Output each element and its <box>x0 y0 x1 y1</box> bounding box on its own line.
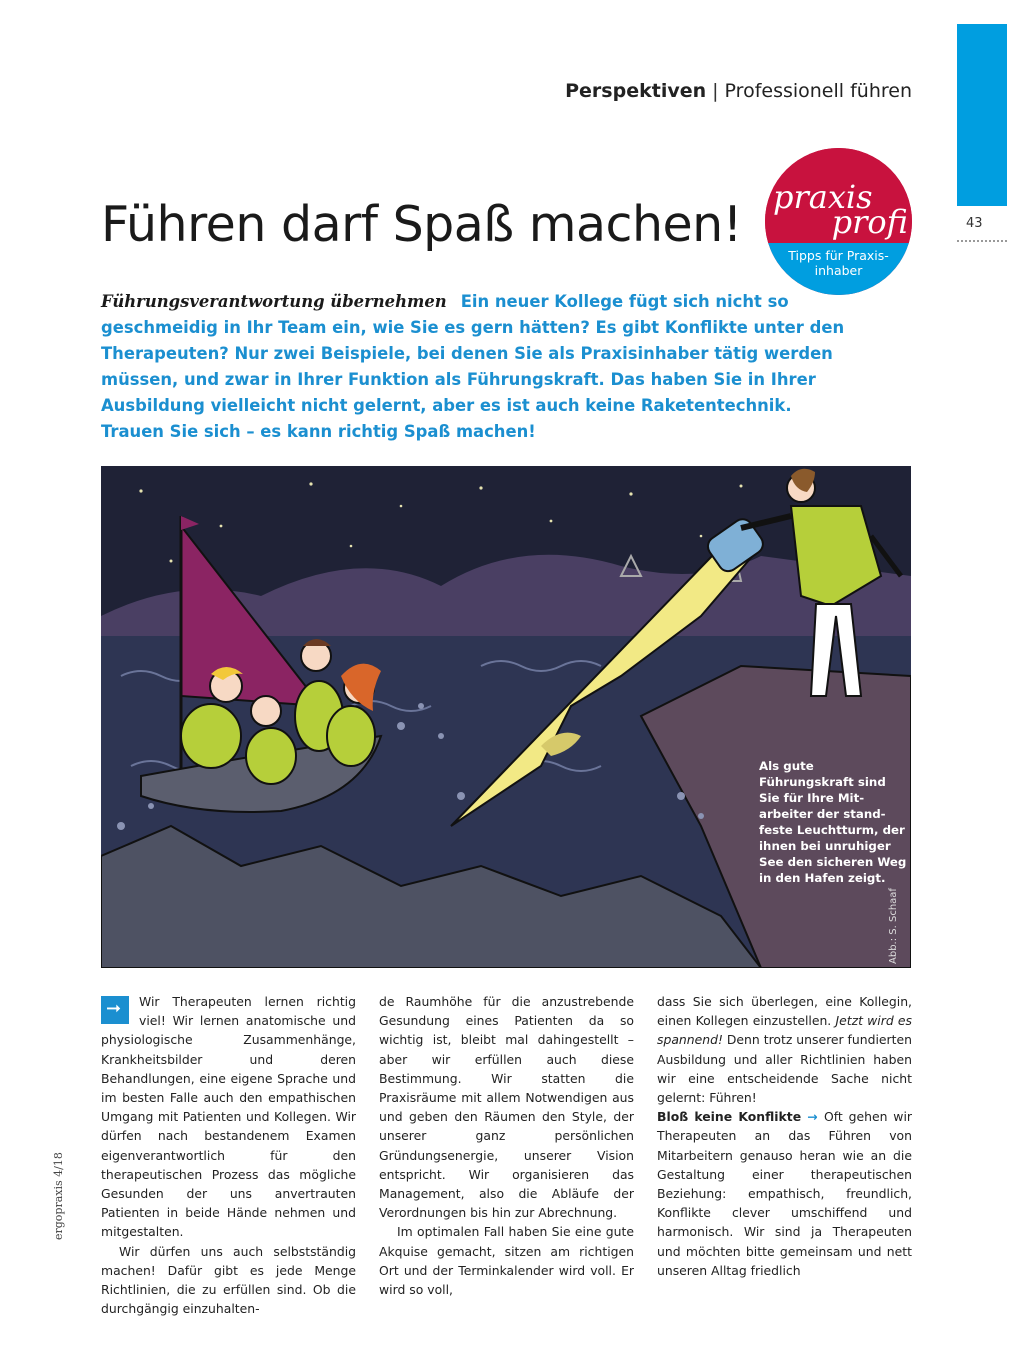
badge-word-profi: profi <box>831 203 908 241</box>
article-lede <box>101 289 851 445</box>
col3-paragraph-1 <box>657 992 912 1107</box>
arrow-right-icon: ➞ <box>106 998 122 1019</box>
article-title: Führen darf Spaß machen! <box>101 196 742 253</box>
col2-paragraph-1: de Raumhöhe für die anzustrebende Gesundung eines Patienten da so wichtig ist, bleibt mal dahingestellt – aber wir erfüllen auch diese Bestimmung. Wir statten die Praxisräume mit allem Notwendigen aus und geben den Räumen den Style, der unserer ganz persönlichen Gründungsenergie, unserer Vision entspricht. Wir organisieren das Management, also die Abläufe der Verordnungen bis hin zur Abrechnung. <box>379 994 634 1221</box>
col1-paragraph-1 <box>101 992 356 1242</box>
col3-emphasis: Jetzt wird es spannend! <box>657 1013 912 1048</box>
journal-issue: ergopraxis 4/18 <box>52 1152 65 1240</box>
lighthouse-illustration <box>101 466 911 968</box>
badge-tagline: Tipps für Praxis- inhaber <box>788 248 889 278</box>
body-column-2 <box>379 992 634 1299</box>
col3-paragraph-2 <box>657 1107 912 1280</box>
section-name: Perspektiven <box>565 80 707 102</box>
col1-paragraph-1-text: Wir Therapeuten lernen richtig viel! Wir lernen anatomische und physiologische Zusammenhänge, Krankheitsbilder und deren Behandlungen, eine eigene Sprache und im besten Falle auch den empathischen Umgang mit Patienten und Kollegen. Wir dürfen nach bestandenem Examen eigenverantwortlich für den therapeutischen Prozess das mögliche Gesunden der uns anvertrauten Patienten in beide Hände nehmen und mitgestalten. <box>101 994 356 1240</box>
body-column-3 <box>657 992 912 1280</box>
col3-p1-start: dass Sie sich überlegen, eine Kollegin, einen Kollegen einzustellen. <box>657 994 912 1029</box>
subheading-konflikte: Bloß keine Konflikte <box>657 1109 802 1125</box>
running-head-separator: | <box>712 80 719 102</box>
badge-word-praxis: praxis <box>773 178 873 216</box>
section-tab <box>957 24 1007 206</box>
lede-kicker: Führungsverantwortung übernehmen <box>101 292 447 311</box>
running-head <box>565 80 912 102</box>
col1-paragraph-2: Wir dürfen uns auch selbstständig machen! Dafür gibt es jede Menge Richtlinien, die zu erfüllen sind. Ob die durchgängig einzuhalten- <box>101 1243 356 1317</box>
start-arrow-box <box>101 996 129 1024</box>
subheading-arrow-icon: → <box>807 1109 818 1125</box>
col3-p1-end: Denn trotz unserer fundierten Ausbildung und aller Richtlinien haben wir eine entscheidende Sache nicht gelernt: Führen! <box>657 1032 912 1106</box>
praxisprofi-badge <box>765 148 912 295</box>
figure-credit: Abb.: S. Schaaf <box>888 888 899 964</box>
lede-text: Ein neuer Kollege fügt sich nicht so geschmeidig in Ihr Team ein, wie Sie es gern hätten? Es gibt Konflikte unter den Therapeuten? Nur zwei Beispiele, bei denen Sie als Praxisinhaber tätig werden müssen, und zwar in Ihrer Funktion als Führungskraft. Das haben Sie in Ihrer Ausbildung vielleicht nicht gelernt, aber es ist auch keine Raketentechnik. Trauen Sie sich – es kann richtig Spaß machen! <box>101 292 845 441</box>
page-number: 43 <box>966 216 983 231</box>
col2-paragraph-2: Im optimalen Fall haben Sie eine gute Akquise gemacht, sitzen am richtigen Ort und der Terminkalender wird voll. Er wird so voll, <box>379 1224 634 1298</box>
illustration-svg <box>101 466 911 968</box>
topic-name: Professionell führen <box>724 80 912 102</box>
body-column-1 <box>101 992 356 1318</box>
page-number-rule <box>957 240 1007 242</box>
figure-caption: Als gute Führungskraft sind Sie für Ihre Mit- arbeiter der stand- feste Leuchtturm, der ihnen bei unruhiger See den sicheren Weg in den Hafen zeigt. <box>759 759 907 885</box>
col3-p2-text: Oft gehen wir Therapeuten an das Führen von Mitarbeitern genauso heran wie an die Gestaltung einer therapeutischen Beziehung: empathisch, freundlich, Konflikte clever umschiffend und harmonisch. Wir sind ja Therapeuten und möchten bitte gemeinsam und nett unseren Alltag friedlich <box>657 1109 912 1278</box>
